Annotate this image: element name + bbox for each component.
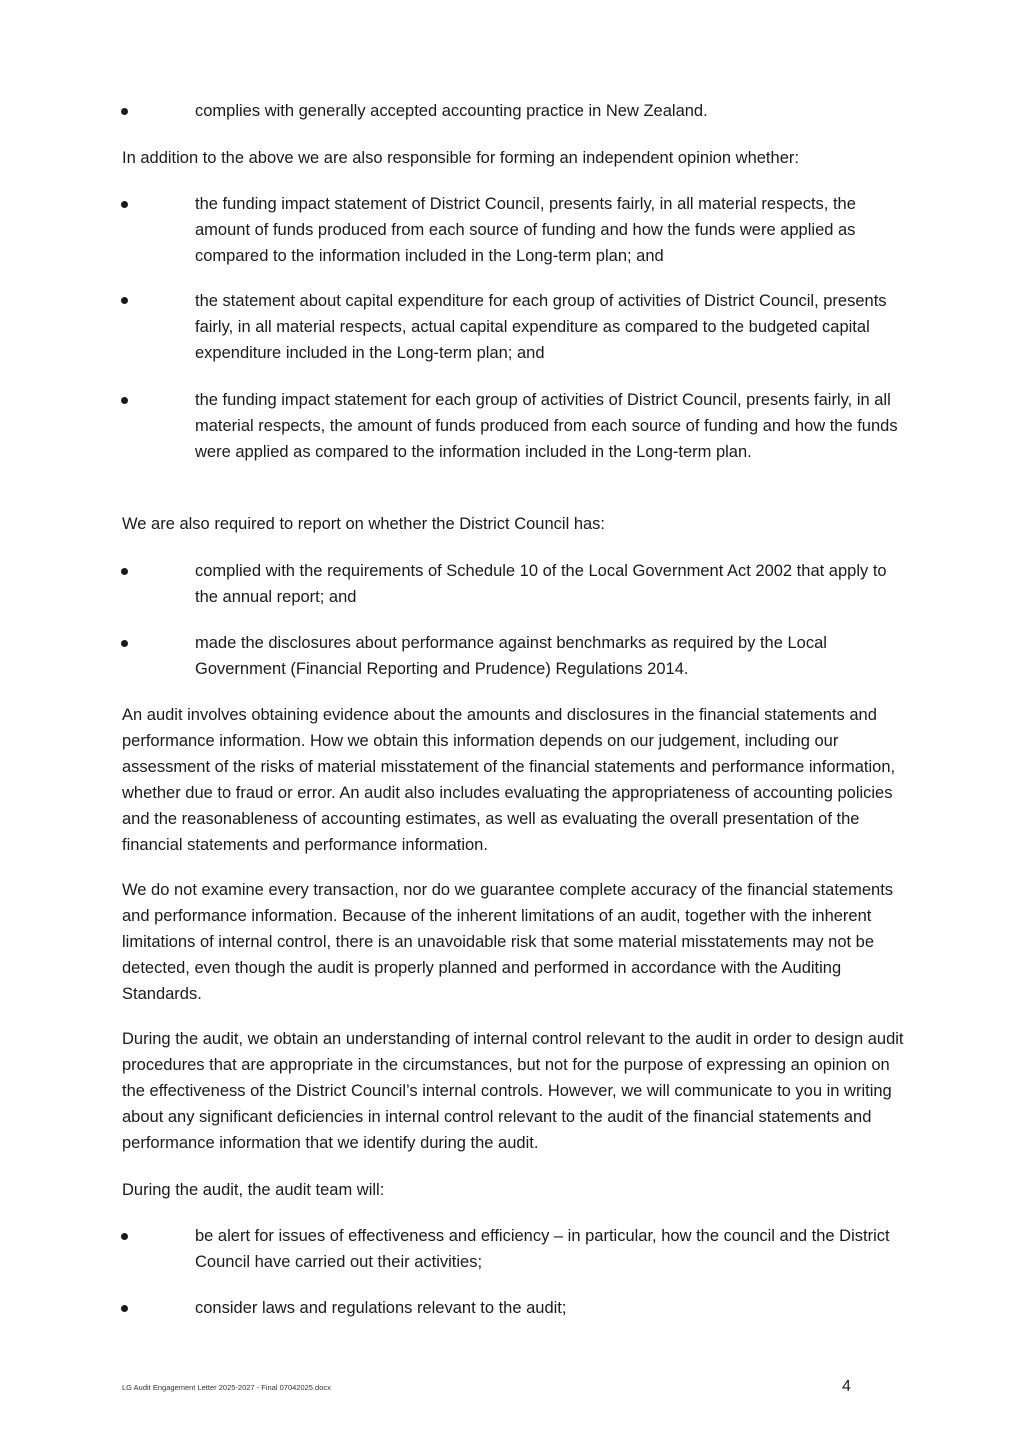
bullet-item: complied with the requirements of Schedule 10 of the Local Government Act 2002 that apply to the annual report; and [195,562,887,606]
paragraph: In addition to the above we are also responsible for forming an independent opinion whether: [122,149,799,167]
bullet-icon [121,1233,128,1240]
bullet-icon [121,397,128,404]
page-number: 4 [842,1378,851,1395]
bullet-item: the statement about capital expenditure for each group of activities of District Council, presents fairly, in all material respects, actual capital expenditure as compared to the budgeted capital expenditure included in the Long-term plan; and [195,292,887,362]
bullet-icon [121,108,128,115]
bullet-icon [121,201,128,208]
bullet-icon [121,1305,128,1312]
bullet-item: complies with generally accepted accounting practice in New Zealand. [195,102,708,120]
paragraph: We do not examine every transaction, nor do we guarantee complete accuracy of the financial statements and performance information. Because of the inherent limitations of an audit, together with the inherent limitations of internal control, there is an unavoidable risk that some material misstatements may not be detected, even though the audit is properly planned and performed in accordance with the Auditing Standards. [122,881,894,1003]
bullet-item: made the disclosures about performance against benchmarks as required by the Local Government (Financial Reporting and Prudence) Regulations 2014. [195,634,827,678]
bullet-item: be alert for issues of effectiveness and efficiency – in particular, how the council and the District Council have carried out their activities; [195,1227,890,1271]
paragraph: During the audit, the audit team will: [122,1181,385,1199]
bullet-item: the funding impact statement of District Council, presents fairly, in all material respects, the amount of funds produced from each source of funding and how the funds were applied as compared to the information included in the Long-term plan; and [195,195,856,265]
paragraph: We are also required to report on whether the District Council has: [122,515,606,533]
bullet-icon [121,568,128,575]
bullet-item: consider laws and regulations relevant to the audit; [195,1299,567,1317]
paragraph: An audit involves obtaining evidence about the amounts and disclosures in the financial statements and performance information. How we obtain this information depends on our judgement, including our assessment of the risks of material misstatement of the financial statements and performance information, whether due to fraud or error. An audit also includes evaluating the appropriateness of accounting policies and the reasonableness of accounting estimates, as well as evaluating the overall presentation of the financial statements and performance information. [122,706,896,854]
bullet-item: the funding impact statement for each group of activities of District Council, presents fairly, in all material respects, the amount of funds produced from each source of funding and how the funds were applied as compared to the information included in the Long-term plan. [195,391,898,461]
bullet-icon [121,297,128,304]
paragraph: During the audit, we obtain an understanding of internal control relevant to the audit in order to design audit procedures that are appropriate in the circumstances, but not for the purpose of expressing an opinion on the effectiveness of the District Council’s internal controls. However, we will communicate to you in writing about any significant deficiencies in internal control relevant to the audit of the financial statements and performance information that we identify during the audit. [122,1030,904,1152]
bullet-icon [121,640,128,647]
footer-filename: LG Audit Engagement Letter 2025-2027 - Final 07042025.docx [122,1383,331,1392]
